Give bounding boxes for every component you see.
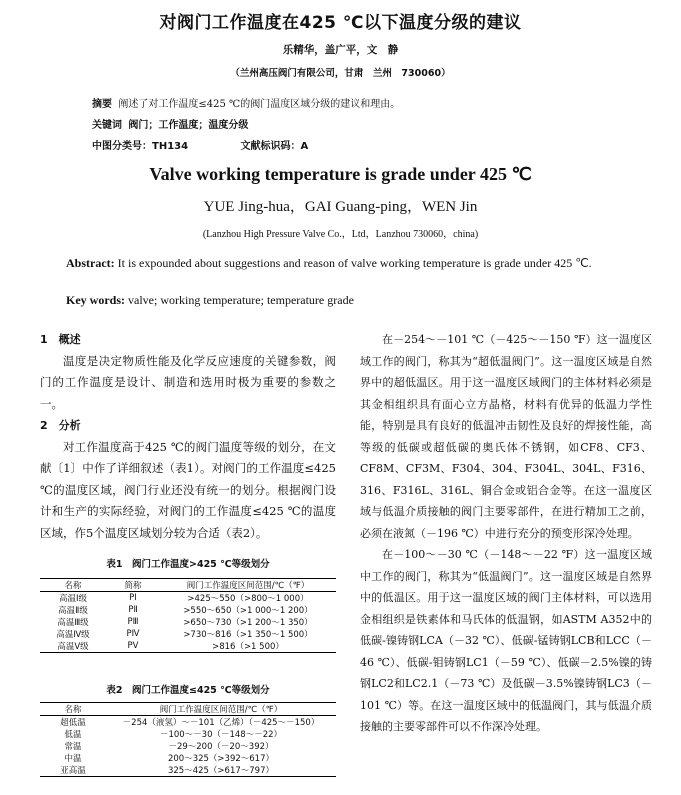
english-affiliation: (Lanzhou High Pressure Valve Co.，Ltd，Lanzhou 730060，china) — [202, 229, 479, 240]
table-cell: －254（液氢）～－101（乙烯）（－425～－150） — [122, 718, 320, 728]
table-header: 阀门工作温度区间范围/℃（℉） — [160, 579, 336, 592]
classification — [92, 137, 308, 152]
paragraph: 在－100～－30 ℃（－148～－22 ℉）这一温度区域中工作的阀门，称其为“低温阀门”。这一温度区域是自然界中的低温区。用于这一温度区域的阀门主体材料，可以选用金相组织是铁素体和马氏体的低温钢，如ASTM A352中的低碳-镍铸钢LCA（－32 ℃）、低碳-锰铸钢LCB和LCC（－46 ℃）、低碳-钼铸钢LC1（－59 ℃）、低碳－2.5%镍的铸钢LC2和LC2.1（－73 ℃）及低碳－3.5%镍铸钢LC3（－101 ℃）等。在这一温度区域中的低温阀门，其与低温介质接触的主要零部件可以不作深冷处理。 — [360, 548, 652, 733]
english-title: Valve working temperature is grade under 425 ℃ — [149, 164, 532, 184]
left-column — [40, 329, 336, 544]
table-header: 名称 — [40, 579, 106, 592]
table-row — [40, 604, 336, 616]
table-cell: 亚高温 — [60, 766, 86, 776]
table-cell: －29～200（－20～392） — [168, 742, 274, 752]
clc-label: 中图分类号： — [92, 141, 152, 152]
doc-code-label: 文献标识码： — [240, 141, 301, 152]
table-cell: PⅠ — [129, 593, 137, 603]
table2-caption: 表2 阀门工作温度≤425 ℃等级划分 — [106, 685, 270, 696]
keywords-cn-label: 关键词 — [92, 120, 122, 131]
table-cell: 高温Ⅳ级 — [56, 630, 90, 640]
table1-caption: 表1 阀门工作温度>425 ℃等级划分 — [106, 559, 270, 570]
clc-value: TH134 — [152, 141, 189, 152]
english-abstract — [66, 254, 626, 272]
table-cell: >730～816（>1 350～1 500） — [183, 630, 313, 640]
table-cell: 常温 — [64, 742, 82, 752]
table-row — [40, 716, 336, 729]
abstract-cn-text: 阐述了对工作温度≤425 ℃的阀门温度区域分级的建议和理由。 — [118, 99, 401, 110]
table-header: 阀门工作温度区间范围/℃（℉） — [106, 703, 336, 716]
right-column — [360, 329, 652, 738]
table-cell: >650～730（>1 200～1 350） — [183, 618, 313, 628]
table-cell: PⅢ — [127, 617, 139, 627]
table-row — [40, 728, 336, 740]
table-cell: 325～425（>617～797） — [167, 766, 275, 776]
table2 — [40, 702, 336, 777]
authors: 乐精华，盖广平，文 静 — [282, 44, 399, 56]
page-title: 对阀门工作温度在425 ℃以下温度分级的建议 — [159, 13, 522, 33]
table-cell: >550～650（>1 000～1 200） — [183, 606, 313, 616]
table-cell: >425～550（>800～1 000） — [187, 594, 309, 604]
table-cell: PⅣ — [126, 629, 140, 639]
abstract-cn-label: 摘要 — [92, 99, 112, 110]
table1 — [40, 578, 336, 653]
english-abstract-text: It is expounded about suggestions and reason of valve working temperature is grade under 425 ℃. — [114, 256, 592, 270]
table-cell: PⅤ — [127, 641, 139, 651]
english-abstract-label: Abstract: — [66, 256, 115, 270]
table-cell: 低温 — [64, 730, 82, 740]
english-keywords-text: valve; working temperature; temperature grade — [125, 293, 354, 307]
table-cell: 200～325（>392～617） — [167, 754, 275, 764]
english-keywords — [66, 293, 354, 308]
table-row — [40, 740, 336, 752]
table-cell: PⅡ — [128, 605, 138, 615]
table-cell: >816（>1 500） — [212, 642, 284, 652]
table-header: 简称 — [106, 579, 160, 592]
table-row — [40, 764, 336, 777]
table-cell: 超低温 — [60, 718, 86, 728]
paragraph: 对工作温度高于425 ℃的阀门温度等级的划分，在文献〔1〕中作了详细叙述（表1）。对阀门的工作温度≤425 ℃的温度区域，阀门行业还没有统一的划分。根据阀门设计和生产的实际经验，对阀门的工作温度≤425 ℃的温度区域，作5个温度区域划分较为合适（表2）。 — [40, 439, 336, 540]
paragraph: 温度是决定物质性能及化学反应速度的关键参数，阀门的工作温度是设计、制造和选用时极为重要的参数之一。 — [40, 353, 336, 411]
table-header: 名称 — [40, 703, 106, 716]
english-keywords-label: Key words: — [66, 293, 125, 307]
table-cell: 高温Ⅱ级 — [58, 606, 88, 616]
section-heading-analysis: 2 分析 — [40, 419, 81, 432]
table-cell: 高温Ⅰ级 — [58, 594, 87, 604]
table-row — [40, 592, 336, 605]
english-authors: YUE Jing-hua，GAI Guang-ping，WEN Jin — [203, 199, 478, 215]
affiliation: （兰州高压阀门有限公司，甘肃 兰州 730060） — [230, 68, 451, 79]
table-row — [40, 640, 336, 653]
table-cell: 高温Ⅲ级 — [57, 618, 89, 628]
paragraph: 在－254～－101 ℃（－425～－150 ℉）这一温度区域工作的阀门，称其为“超低温阀门”。这一温度区域是自然界中的超低温区。用于这一温度区域阀门的主体材料必须是其金相组织具有面心立方晶格，材料有优异的低温力学性能，特别是具有良好的低温冲击韧性及良好的焊接性能，高等级的低碳或超低碳的奥氏体不锈钢，如CF8、CF3、CF8M、CF3M、F304、304、F304L、304L、F316、316、F316L、316L、铜合金或铝合金等。在这一温度区域与低温介质接触的阀门主要零部件，在进行精加工之前，必须在液氮（－196 ℃）中进行充分的预变形深冷处理。 — [360, 333, 652, 540]
abstract-cn — [92, 95, 400, 110]
table-row — [40, 616, 336, 628]
table-cell: 中温 — [64, 754, 82, 764]
table-row — [40, 628, 336, 640]
table-row — [40, 752, 336, 764]
keywords-cn — [92, 116, 248, 131]
table-cell: 高温Ⅴ级 — [57, 642, 89, 652]
section-heading-overview: 1 概述 — [40, 333, 81, 346]
keywords-cn-text: 阀门；工作温度；温度分级 — [128, 120, 249, 131]
doc-code-value: A — [300, 141, 309, 152]
table-cell: －100～－30（－148～－22） — [159, 730, 283, 740]
